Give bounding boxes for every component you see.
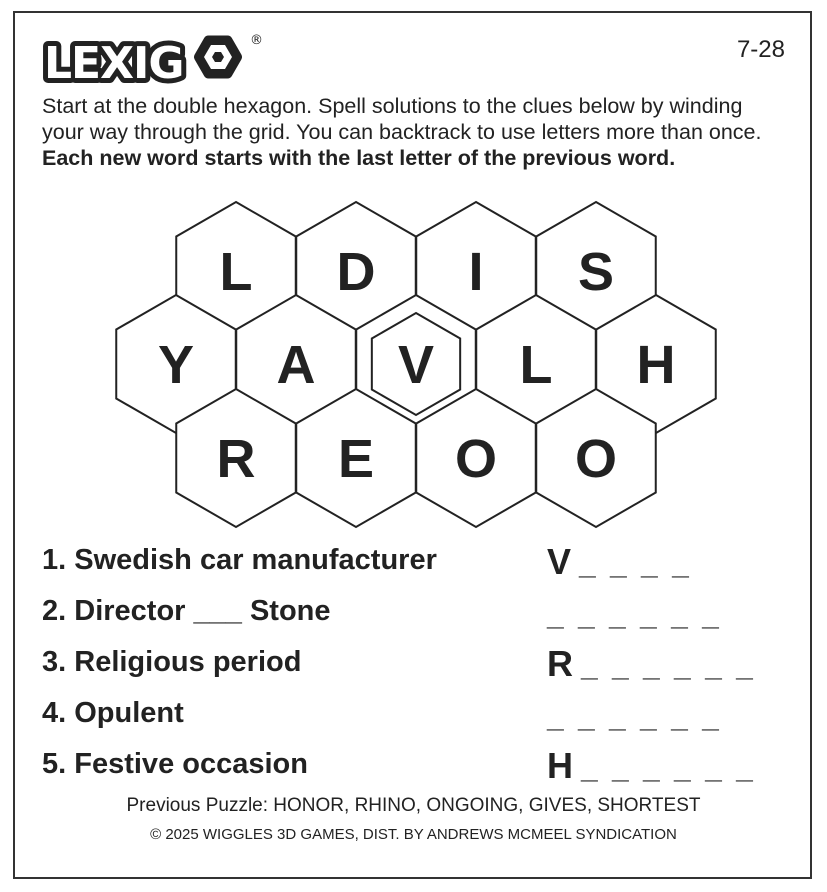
clue-5 <box>42 744 782 788</box>
answer-first-letter: H <box>547 745 573 786</box>
hex-letter: D <box>336 242 376 302</box>
puzzle-number: 7-28 <box>736 36 785 63</box>
hex-letter: R <box>216 429 256 489</box>
hex-letter: H <box>636 335 676 395</box>
clue-label: Religious period <box>74 646 302 678</box>
clue-number: 2. <box>42 595 75 627</box>
hex-letter: A <box>276 335 316 395</box>
hex-letter: O <box>574 429 618 489</box>
hex-letter: I <box>468 242 484 302</box>
answer-blanks: _ _ _ _ <box>579 548 692 581</box>
clue-label: Opulent <box>74 697 184 729</box>
clue-number: 4. <box>42 697 75 729</box>
answer-field[interactable] <box>547 591 722 638</box>
instructions-bold: Each new word starts with the last letter of the previous word. <box>42 146 676 170</box>
answer-blanks: _ _ _ _ _ _ <box>547 599 722 632</box>
hex-letter: E <box>337 429 375 489</box>
answer-first-letter: R <box>547 643 573 684</box>
answer-first-letter: V <box>547 541 572 582</box>
trademark-symbol: ® <box>250 33 263 48</box>
clue-number: 3. <box>42 646 75 678</box>
previous-puzzle-answers: Previous Puzzle: HONOR, RHINO, ONGOING, GIVES, SHORTEST <box>126 795 701 816</box>
answer-blanks: _ _ _ _ _ _ <box>547 701 722 734</box>
hex-letter: O <box>454 429 498 489</box>
hex-letter: L <box>519 335 553 395</box>
clue-number: 5. <box>42 748 75 780</box>
clue-4 <box>42 693 782 737</box>
hex-letter: Y <box>157 335 195 395</box>
clue-number: 1. <box>42 544 75 576</box>
answer-blanks: _ _ _ _ _ _ <box>581 650 756 683</box>
instructions <box>42 93 787 171</box>
clue-text <box>42 693 184 733</box>
answer-blanks: _ _ _ _ _ _ <box>581 752 756 785</box>
clue-1 <box>42 540 782 584</box>
clue-text <box>42 540 437 580</box>
answer-field[interactable] <box>547 744 756 791</box>
answer-field[interactable] <box>547 642 756 689</box>
copyright-notice: © 2025 WIGGLES 3D GAMES, DIST. BY ANDREWS MCMEEL SYNDICATION <box>150 826 677 843</box>
lexigo-logo <box>40 28 265 90</box>
hex-letter: V <box>397 335 435 395</box>
instructions-normal: Start at the double hexagon. Spell solutions to the clues below by winding your way through the grid. You can backtrack to use letters more than once. <box>42 94 762 144</box>
hex-letter: L <box>219 242 253 302</box>
logo-hexagon-o <box>199 41 237 74</box>
clue-label: Swedish car manufacturer <box>74 544 437 576</box>
hex-letter: S <box>577 242 615 302</box>
clue-3 <box>42 642 782 686</box>
clue-label: Festive occasion <box>74 748 308 780</box>
answer-field[interactable] <box>547 540 692 587</box>
clue-text <box>42 744 308 784</box>
answer-field[interactable] <box>547 693 722 740</box>
clue-text <box>42 591 331 631</box>
logo-wordmark: LEXIG <box>44 38 184 89</box>
clue-2 <box>42 591 782 635</box>
clue-text <box>42 642 301 682</box>
clue-label: Director ___ Stone <box>74 595 331 627</box>
